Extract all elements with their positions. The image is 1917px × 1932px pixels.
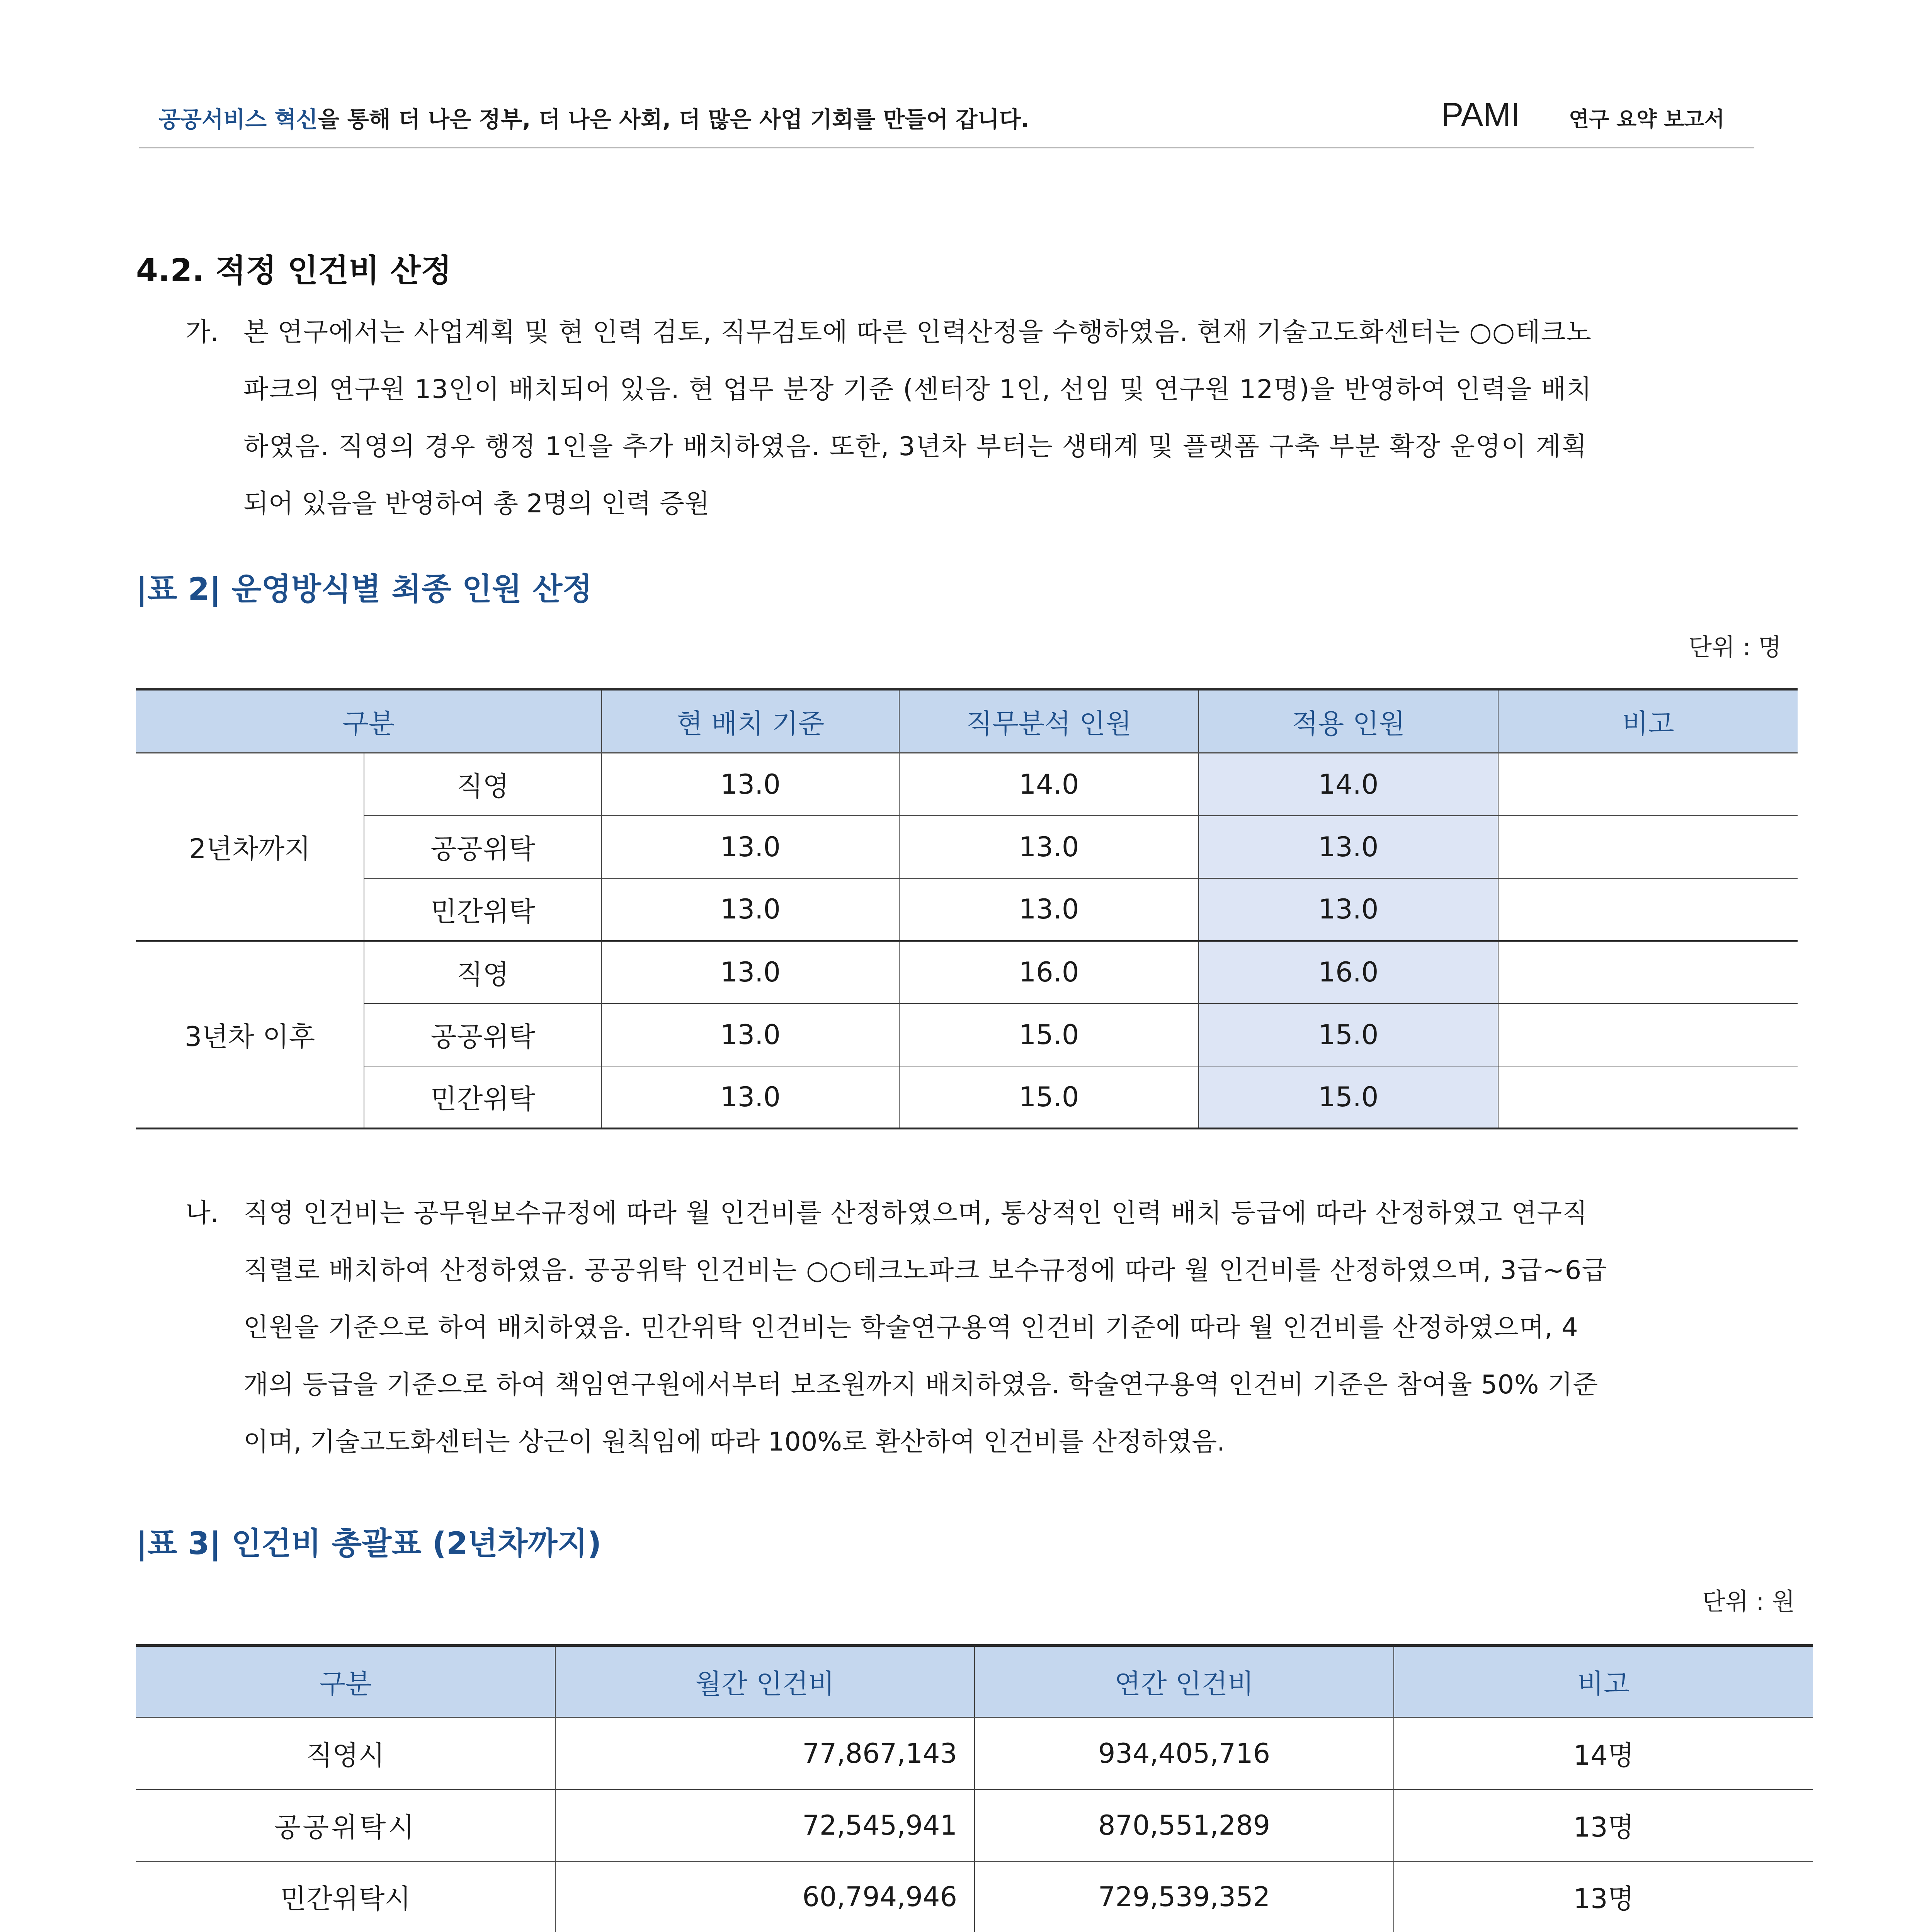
paragraph-line: 직렬로 배치하여 산정하였음. 공공위탁 인건비는 ○○테크노파크 보수규정에 따라 월 인건비를 산정하였으며, 3급~6급	[243, 1255, 1607, 1285]
table3	[136, 1644, 1813, 1932]
table2-title	[136, 564, 592, 609]
cell-analysis: 13.0	[899, 878, 1199, 941]
cell-analysis: 14.0	[899, 753, 1199, 816]
paragraph-line: 파크의 연구원 13인이 배치되어 있음. 현 업무 분장 기준 (센터장 1인, 선임 및 연구원 12명)을 반영하여 인력을 배치	[243, 374, 1592, 404]
table2-unit: 단위 : 명	[1689, 633, 1781, 661]
table2-title-text: |표 2| 운영방식별 최종 인원 산정	[136, 571, 592, 607]
table-row	[136, 1861, 1813, 1932]
row-type: 공공위탁	[364, 816, 602, 878]
row-type: 공공위탁	[364, 1003, 602, 1066]
cell-annual: 729,539,352	[975, 1861, 1394, 1932]
row-type: 직영	[364, 753, 602, 816]
table-row	[136, 878, 1798, 941]
col-header: 적용 인원	[1199, 689, 1498, 753]
header-brand: PAMI	[1441, 96, 1520, 133]
col-header: 연간 인건비	[975, 1646, 1394, 1718]
paragraph-line: 개의 등급을 기준으로 하여 책임연구원에서부터 보조원까지 배치하였음. 학술연구용역 인건비 기준은 참여율 50% 기준	[243, 1369, 1598, 1400]
cell-analysis: 16.0	[899, 941, 1199, 1003]
cell-note	[1498, 753, 1798, 816]
paragraph-line: 이며, 기술고도화센터는 상근이 원칙임에 따라 100%로 환산하여 인건비를 산정하였음.	[243, 1427, 1225, 1457]
cell-applied: 15.0	[1199, 1066, 1498, 1129]
table-row	[136, 816, 1798, 878]
paragraph-na	[185, 1184, 1607, 1470]
cell-note	[1498, 878, 1798, 941]
row-type: 직영시	[136, 1718, 555, 1789]
cell-monthly: 72,545,941	[555, 1789, 975, 1861]
cell-note: 13명	[1394, 1789, 1813, 1861]
paragraph-line: 인원을 기준으로 하여 배치하였음. 민간위탁 인건비는 학술연구용역 인건비 기준에 따라 월 인건비를 산정하였으며, 4	[243, 1312, 1579, 1342]
table3-unit: 단위 : 원	[1702, 1587, 1795, 1616]
cell-note: 13명	[1394, 1861, 1813, 1932]
header-slogan	[158, 101, 1029, 134]
paragraph-ga	[185, 303, 1592, 532]
header-doc-type: 연구 요약 보고서	[1569, 107, 1725, 131]
col-header: 비고	[1394, 1646, 1813, 1718]
cell-annual: 934,405,716	[975, 1718, 1394, 1789]
cell-monthly: 77,867,143	[555, 1718, 975, 1789]
row-type: 민간위탁	[364, 878, 602, 941]
table2	[136, 688, 1798, 1129]
col-header: 비고	[1498, 689, 1798, 753]
cell-applied: 14.0	[1199, 753, 1498, 816]
cell-note	[1498, 1066, 1798, 1129]
cell-analysis: 15.0	[899, 1003, 1199, 1066]
cell-note: 14명	[1394, 1718, 1813, 1789]
col-header: 구분	[136, 689, 602, 753]
paragraph-na-marker: 나.	[185, 1198, 219, 1228]
table-header-row	[136, 1646, 1813, 1718]
cell-annual: 870,551,289	[975, 1789, 1394, 1861]
cell-applied: 13.0	[1199, 878, 1498, 941]
cell-analysis: 15.0	[899, 1066, 1199, 1129]
col-header: 직무분석 인원	[899, 689, 1199, 753]
table-row	[136, 1003, 1798, 1066]
cell-note	[1498, 1003, 1798, 1066]
cell-current: 13.0	[602, 878, 899, 941]
paragraph-line: 본 연구에서는 사업계획 및 현 인력 검토, 직무검토에 따른 인력산정을 수행하였음. 현재 기술고도화센터는 ○○테크노	[243, 317, 1592, 347]
header-slogan-accent: 공공서비스 혁신	[158, 106, 318, 133]
table-row	[136, 1718, 1813, 1789]
col-header: 월간 인건비	[555, 1646, 975, 1718]
paragraph-line: 되어 있음을 반영하여 총 2명의 인력 증원	[243, 488, 709, 519]
table-row	[136, 1789, 1813, 1861]
header-divider	[139, 147, 1754, 148]
cell-applied: 15.0	[1199, 1003, 1498, 1066]
header-slogan-rest: 을 통해 더 나은 정부, 더 나은 사회, 더 많은 사업 기회를 만들어 갑니다.	[318, 106, 1029, 133]
table3-title-text: |표 3| 인건비 총괄표 (2년차까지)	[136, 1526, 602, 1561]
cell-applied: 13.0	[1199, 816, 1498, 878]
col-header: 현 배치 기준	[602, 689, 899, 753]
paragraph-ga-marker: 가.	[185, 317, 219, 347]
cell-current: 13.0	[602, 816, 899, 878]
table-row	[136, 1066, 1798, 1129]
cell-current: 13.0	[602, 1066, 899, 1129]
table-row	[136, 753, 1798, 816]
paragraph-line: 직영 인건비는 공무원보수규정에 따라 월 인건비를 산정하였으며, 통상적인 인력 배치 등급에 따라 산정하였고 연구직	[243, 1198, 1588, 1228]
section-title: 4.2. 적정 인건비 산정	[136, 252, 452, 289]
cell-analysis: 13.0	[899, 816, 1199, 878]
cell-note	[1498, 941, 1798, 1003]
cell-current: 13.0	[602, 753, 899, 816]
row-type: 민간위탁시	[136, 1861, 555, 1932]
cell-note	[1498, 816, 1798, 878]
cell-current: 13.0	[602, 1003, 899, 1066]
row-type: 민간위탁	[364, 1066, 602, 1129]
row-type: 공공위탁시	[136, 1789, 555, 1861]
cell-applied: 16.0	[1199, 941, 1498, 1003]
col-header: 구분	[136, 1646, 555, 1718]
table3-title	[136, 1519, 601, 1563]
row-type: 직영	[364, 941, 602, 1003]
cell-current: 13.0	[602, 941, 899, 1003]
paragraph-line: 하였음. 직영의 경우 행정 1인을 추가 배치하였음. 또한, 3년차 부터는 생태계 및 플랫폼 구축 부분 확장 운영이 계획	[243, 431, 1587, 461]
cell-monthly: 60,794,946	[555, 1861, 975, 1932]
group-label: 2년차까지	[136, 753, 364, 941]
table-row	[136, 941, 1798, 1003]
table-header-row	[136, 689, 1798, 753]
group-label: 3년차 이후	[136, 941, 364, 1129]
